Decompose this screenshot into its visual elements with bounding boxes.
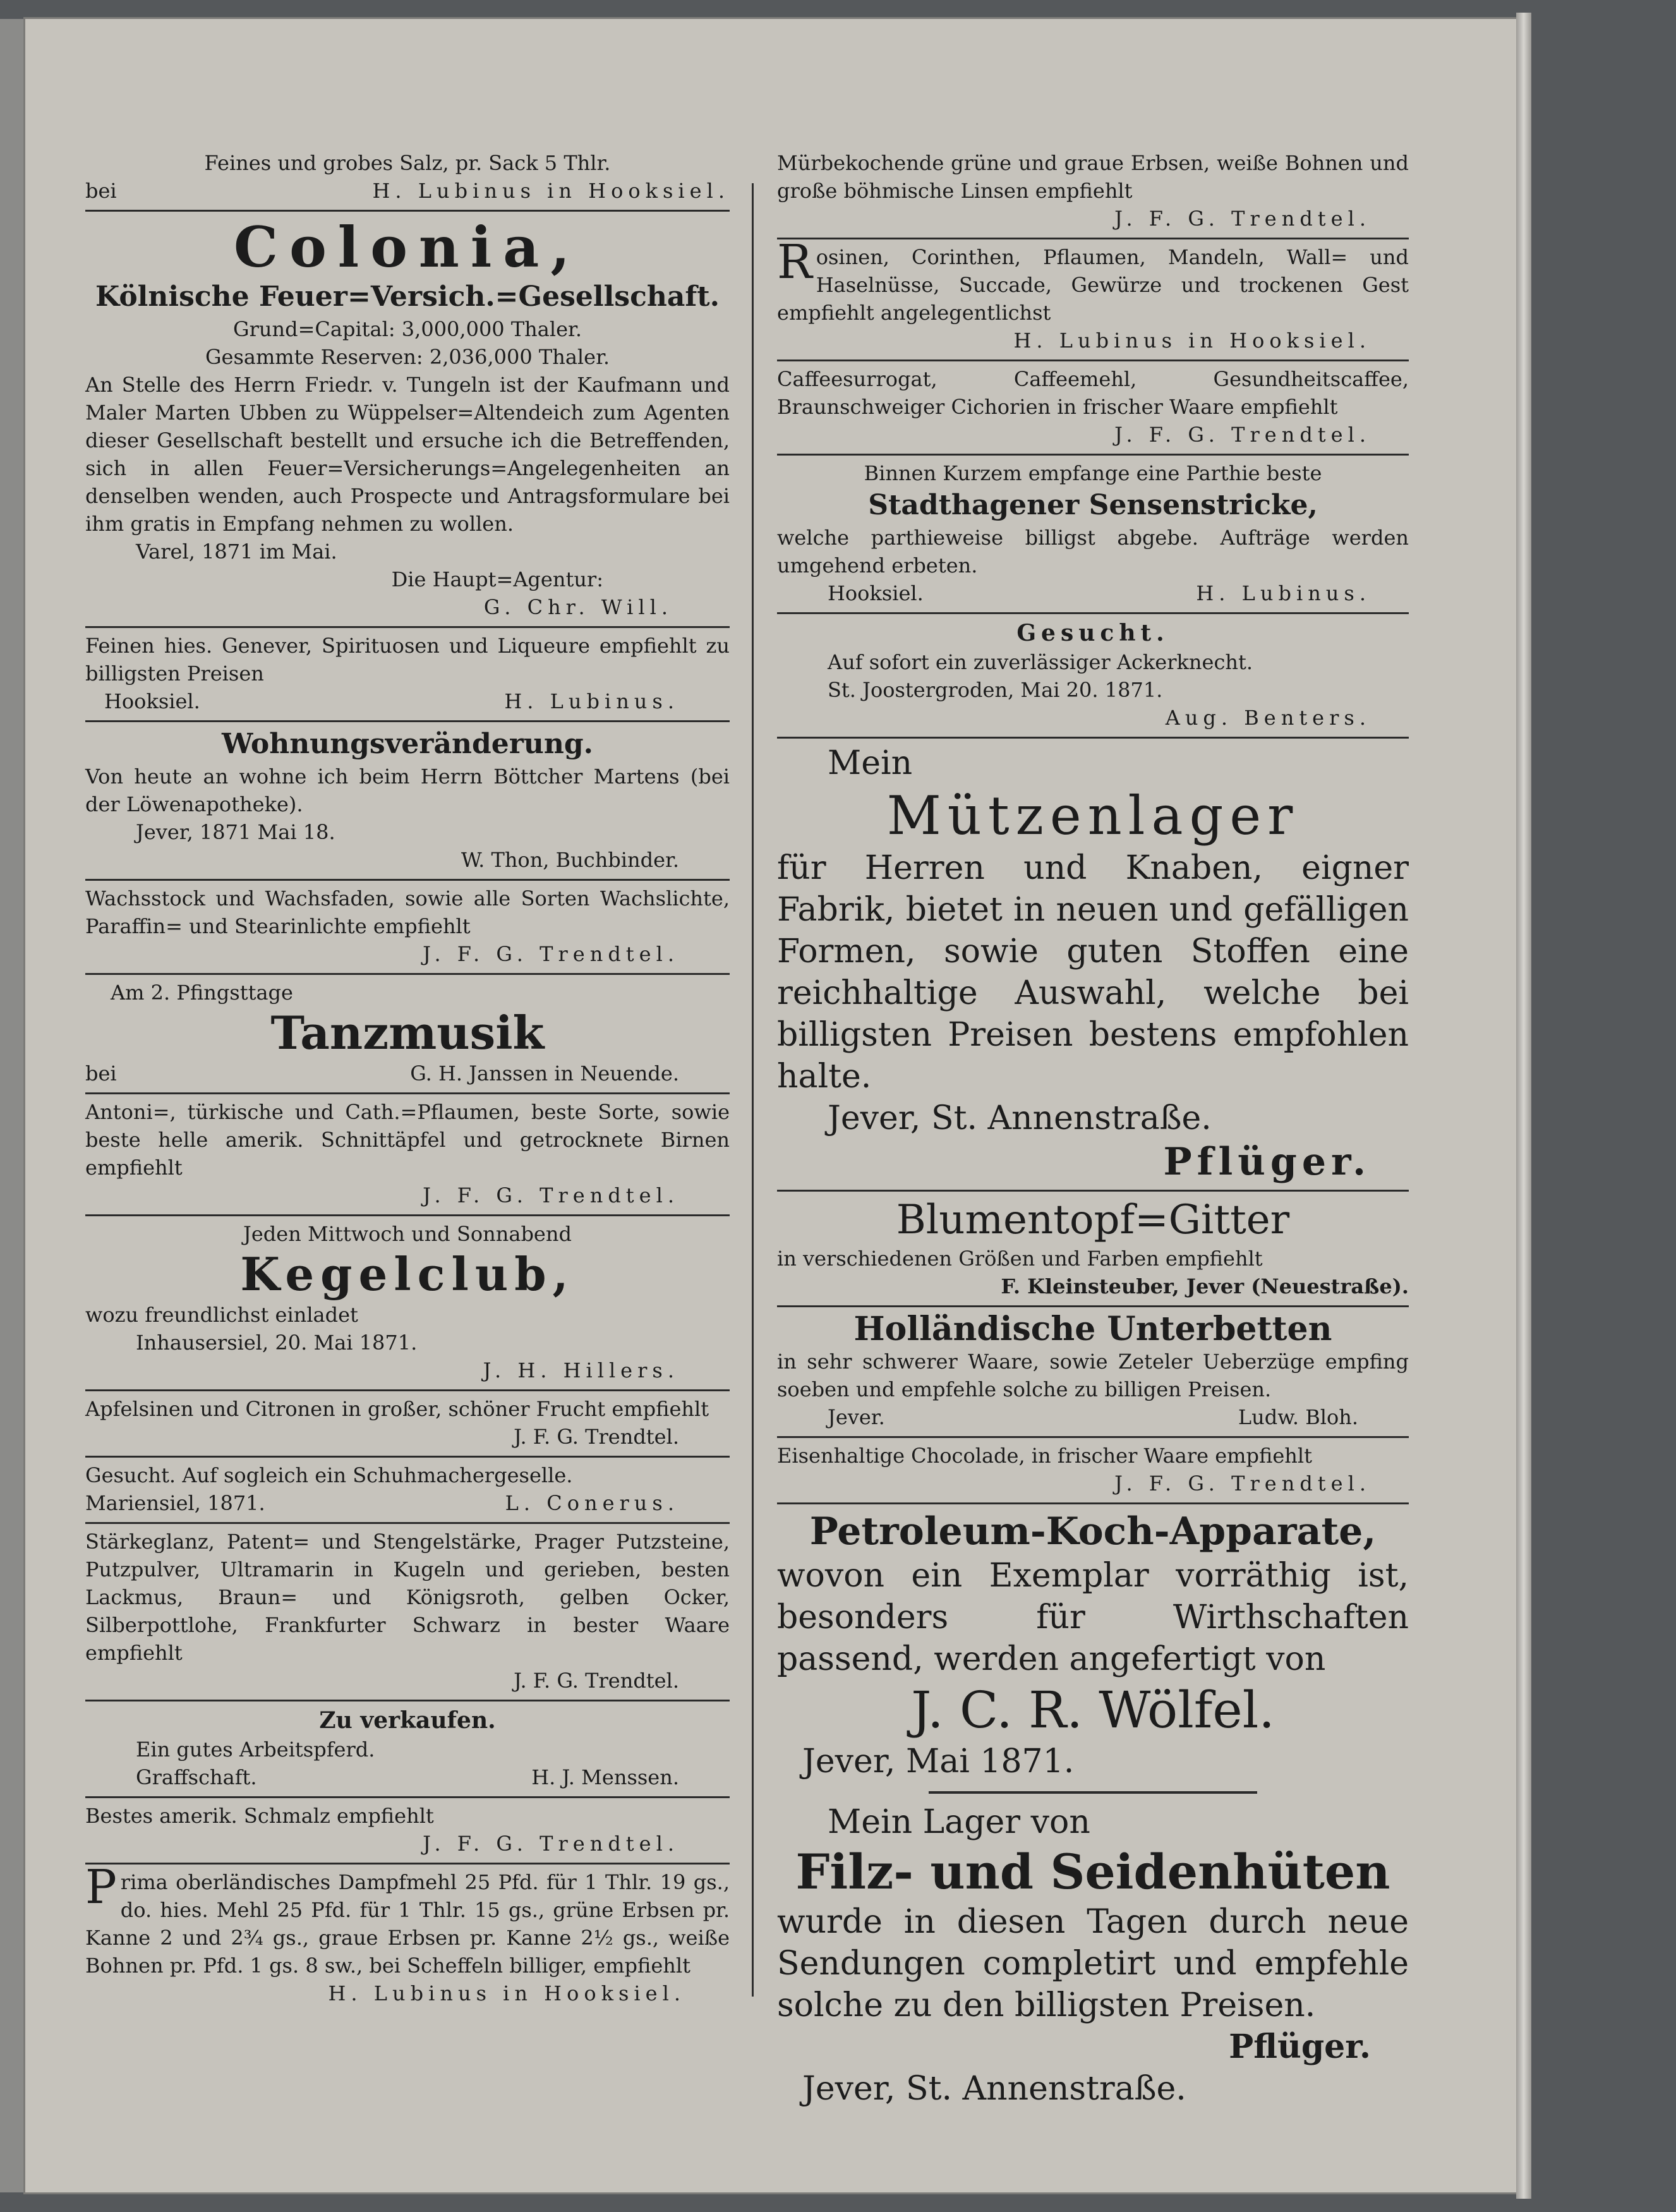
ad-caffee-body: Caffeesurrogat, Caffeemehl, Gesundheitscaffee, Braunschweiger Cichorien in frischer Waare empfiehlt (777, 367, 1409, 419)
ad-tanz (85, 975, 730, 1094)
ad-verkaufen-place: Graffschaft. (136, 1765, 257, 1789)
ad-muetzen-place: Jever, St. Annenstraße. (828, 1099, 1212, 1137)
ad-salz-line1: Feines und grobes Salz, pr. Sack 5 Thlr. (204, 151, 611, 175)
ad-staerke-signature: J. F. G. Trendtel. (514, 1669, 679, 1693)
ad-genever (85, 628, 730, 722)
ad-sensen-body: welche parthieweise billigst abgebe. Aufträge werden umgehend erbeten. (777, 526, 1409, 577)
ad-dampfmehl-signature: H. Lubinus in Hooksiel. (328, 1981, 685, 2005)
ad-rosinen-body: Rosinen, Corinthen, Pflaumen, Mandeln, Wall= und Haselnüsse, Succade, Gewürze und trockenen Gest empfiehlt angelegentlichst (777, 235, 1409, 325)
ad-hueten-title: Filz- und Seidenhüten (795, 1844, 1390, 1900)
ad-unterbetten-body: in sehr schwerer Waare, sowie Zeteler Ueberzüge empfing soeben und empfehle solche zu billigen Preisen. (777, 1350, 1409, 1401)
ad-wachs (85, 881, 730, 975)
ad-apfelsinen-signature: J. F. G. Trendtel. (514, 1425, 679, 1449)
ad-colonia (85, 212, 730, 628)
ad-schmalz (85, 1798, 730, 1864)
ad-sensen-signature: H. Lubinus. (1196, 581, 1371, 605)
ad-kegel-signature: J. H. Hillers. (483, 1358, 679, 1382)
ad-unterbetten-footer (777, 1403, 1409, 1431)
ad-hueten-pre: Mein Lager von (828, 1803, 1090, 1841)
ad-colonia-body: An Stelle des Herrn Friedr. v. Tungeln ist der Kaufmann und Maler Marten Ubben zu Wüppelser=Altendeich zum Agenten dieser Gesellschaft bestellt und ersuche ich die Betreffenden, sich in allen Feuer=Versicherungs=Angelegenheiten an denselben wenden, auch Prospecte und Antragsformulare bei ihm gratis in Empfang nehmen zu wollen. (85, 373, 730, 536)
ad-hueten-body: wurde in diesen Tagen durch neue Sendungen completirt und empfehle solche zu den billigsten Preisen. (777, 1903, 1409, 2024)
ad-pflaumen (85, 1094, 730, 1216)
ad-gesucht-schuh-signature: L. Conerus. (505, 1491, 679, 1515)
ad-verkaufen-body: Ein gutes Arbeitspferd. (136, 1738, 375, 1762)
ad-kegel-invite: wozu freundlichst einladet (85, 1303, 358, 1327)
ad-erbsen-signature: J. F. G. Trendtel. (1114, 207, 1371, 231)
ad-chocolade-body: Eisenhaltige Chocolade, in frischer Waare empfiehlt (777, 1444, 1312, 1468)
ad-muetzen-pre: Mein (828, 744, 913, 782)
ad-colonia-subtitle: Kölnische Feuer=Versich.=Gesellschaft. (95, 281, 720, 313)
ad-muetzen-title: Mützenlager (886, 785, 1299, 847)
ad-chocolade (777, 1438, 1409, 1504)
ad-muetzen-signature: Pflüger. (1163, 1140, 1371, 1184)
ad-wohnung-place-date: Jever, 1871 Mai 18. (136, 820, 335, 844)
ad-gesucht-knecht-body: Auf sofort ein zuverlässiger Ackerknecht. (828, 650, 1253, 674)
ad-caffee-signature: J. F. G. Trendtel. (1114, 423, 1371, 447)
ad-dampfmehl-body: Prima oberländisches Dampfmehl 25 Pfd. für 1 Thlr. 19 gs., do. hies. Mehl 25 Pfd. für 1 Thlr. 15 gs., grüne Erbsen pr. Kanne 2 und 2¾ gs., graue Erbsen pr. Kanne 2½ gs., weiße Bohnen pr. Pfd. 1 gs. 8 sw., bei Scheffeln billiger, empfiehlt (85, 1860, 730, 1978)
binding-margin (0, 19, 25, 2192)
ad-erbsen (777, 145, 1409, 239)
ad-wachs-body: Wachsstock und Wachsfaden, sowie alle Sorten Wachslichte, Paraffin= und Stearinlichte empfiehlt (85, 886, 730, 938)
short-divider-rule (929, 1791, 1257, 1794)
ad-caffee (777, 361, 1409, 456)
ad-gesucht-knecht-place-date: St. Joostergroden, Mai 20. 1871. (828, 678, 1163, 702)
ad-blumentopf-body: in verschiedenen Größen und Farben empfiehlt (777, 1247, 1263, 1271)
ad-genever-signature: H. Lubinus. (504, 689, 679, 713)
ad-wohnung-body: Von heute an wohne ich beim Herrn Böttcher Martens (bei der Löwenapotheke). (85, 765, 730, 816)
ad-gesucht-knecht-title: Gesucht. (1016, 620, 1169, 646)
ad-verkaufen-signature: H. J. Menssen. (531, 1765, 679, 1789)
ad-rosinen-signature: H. Lubinus in Hooksiel. (1013, 329, 1371, 353)
ad-colonia-capital: Grund=Capital: 3,000,000 Thaler. (233, 317, 582, 341)
ad-unterbetten-signature: Ludw. Bloh. (1238, 1405, 1358, 1429)
ad-kegel-place-date: Inhausersiel, 20. Mai 1871. (136, 1331, 418, 1355)
ad-hueten-place: Jever, St. Annenstraße. (802, 2070, 1186, 2108)
ad-colonia-reserves: Gesammte Reserven: 2,036,000 Thaler. (205, 345, 610, 369)
ad-unterbetten-place: Jever. (828, 1405, 885, 1429)
page-edge (1516, 13, 1531, 2199)
ad-colonia-place-date: Varel, 1871 im Mai. (136, 540, 337, 564)
ad-wohnung-title: Wohnungsveränderung. (222, 728, 593, 760)
ad-salz (85, 145, 730, 212)
ad-verkaufen (85, 1701, 730, 1798)
ad-apfelsinen (85, 1391, 730, 1458)
ad-petroleum-signature: J. C. R. Wölfel. (911, 1681, 1275, 1739)
ad-kegel (85, 1216, 730, 1391)
ad-gesucht-schuh (85, 1458, 730, 1524)
ad-tanz-host: G. H. Janssen in Neuende. (410, 1061, 679, 1085)
ad-hueten (777, 1798, 1409, 2115)
ad-sensen-title: Stadthagener Sensenstricke, (868, 489, 1318, 521)
ad-colonia-title: Colonia, (234, 214, 581, 280)
ad-dampfmehl (85, 1860, 730, 2012)
ad-gesucht-knecht-signature: Aug. Benters. (1165, 706, 1371, 730)
ad-staerke-body: Stärkeglanz, Patent= und Stengelstärke, Prager Putzsteine, Putzpulver, Ultramarin in Kugeln und gerieben, besten Lackmus, Braun= und Königsroth, gelben Ocker, Silberpottlohe, Frankfurter Schwarz in bester Waare empfiehlt (85, 1530, 730, 1665)
ad-tanz-host-line (85, 1060, 730, 1087)
ad-pflaumen-signature: J. F. G. Trendtel. (423, 1183, 679, 1207)
ad-kegel-pre: Jeden Mittwoch und Sonnabend (243, 1222, 572, 1246)
ad-gesucht-schuh-place-date: Mariensiel, 1871. (85, 1491, 265, 1515)
ad-unterbetten (777, 1307, 1409, 1438)
ad-gesucht-knecht (777, 614, 1409, 739)
ad-salz-line2 (85, 177, 730, 205)
ad-schmalz-signature: J. F. G. Trendtel. (423, 1832, 679, 1856)
ad-blumentopf (777, 1192, 1409, 1307)
ad-colonia-signature: G. Chr. Will. (483, 595, 673, 619)
ad-unterbetten-title: Holländische Unterbetten (853, 1310, 1332, 1348)
ad-verkaufen-footer (85, 1763, 730, 1791)
ad-gesucht-schuh-body: Gesucht. Auf sogleich ein Schuhmachergeselle. (85, 1463, 573, 1487)
ad-petroleum-place-date: Jever, Mai 1871. (802, 1743, 1075, 1780)
ad-verkaufen-title: Zu verkaufen. (319, 1707, 496, 1734)
ad-tanz-title: Tanzmusik (270, 1006, 545, 1060)
ad-sensen (777, 456, 1409, 614)
ad-wohnung-signature: W. Thon, Buchbinder. (461, 848, 679, 872)
ad-muetzen (777, 739, 1409, 1192)
ad-staerke (85, 1524, 730, 1701)
ad-petroleum-title: Petroleum-Koch-Apparate, (809, 1509, 1377, 1554)
ad-wohnung (85, 722, 730, 881)
ad-schmalz-body: Bestes amerik. Schmalz empfiehlt (85, 1804, 434, 1828)
right-column (777, 145, 1409, 2115)
ad-genever-place: Hooksiel. (104, 689, 200, 713)
ad-sensen-place: Hooksiel. (828, 581, 924, 605)
ad-kegel-title: Kegelclub, (240, 1247, 575, 1301)
ad-tanz-prefix: bei (85, 1061, 117, 1085)
ad-colonia-agency: Die Haupt=Agentur: (391, 567, 603, 591)
ad-blumentopf-title: Blumentopf=Gitter (896, 1197, 1290, 1243)
ad-pflaumen-body: Antoni=, türkische und Cath.=Pflaumen, beste Sorte, sowie beste helle amerik. Schnittäpfel und getrocknete Birnen empfiehlt (85, 1100, 730, 1180)
ad-blumentopf-signature: F. Kleinsteuber, Jever (Neuestraße). (1001, 1274, 1409, 1298)
ad-salz-signature: H. Lubinus in Hooksiel. (372, 179, 730, 203)
ad-muetzen-body: für Herren und Knaben, eigner Fabrik, bietet in neuen und gefälligen Formen, sowie guten Stoffen eine reichhaltige Auswahl, welche bei billigsten Preisen bestens empfohlen halte. (777, 849, 1409, 1096)
ad-tanz-pre: Am 2. Pfingsttage (111, 981, 293, 1005)
ad-petroleum-body: wovon ein Exemplar vorräthig ist, besonders für Wirthschaften passend, werden angefertigt von (777, 1557, 1409, 1678)
ad-rosinen (777, 235, 1409, 361)
ad-sensen-pre: Binnen Kurzem empfange eine Parthie beste (864, 461, 1322, 485)
ad-salz-prefix: bei (85, 179, 117, 203)
ad-wachs-signature: J. F. G. Trendtel. (423, 942, 679, 966)
ad-genever-footer (85, 687, 730, 715)
column-divider (752, 183, 754, 1997)
ad-genever-body: Feinen hies. Genever, Spirituosen und Liqueure empfiehlt zu billigsten Preisen (85, 634, 730, 686)
ad-sensen-footer (777, 579, 1409, 607)
ad-erbsen-body: Mürbekochende grüne und graue Erbsen, weiße Bohnen und große böhmische Linsen empfiehlt (777, 151, 1409, 203)
ad-gesucht-schuh-footer (85, 1489, 730, 1517)
ad-petroleum (777, 1504, 1409, 1787)
ad-hueten-signature: Pflüger. (1229, 2028, 1371, 2066)
ad-chocolade-signature: J. F. G. Trendtel. (1114, 1472, 1371, 1496)
ad-apfelsinen-body: Apfelsinen und Citronen in großer, schöner Frucht empfiehlt (85, 1397, 709, 1421)
left-column (85, 145, 730, 2012)
